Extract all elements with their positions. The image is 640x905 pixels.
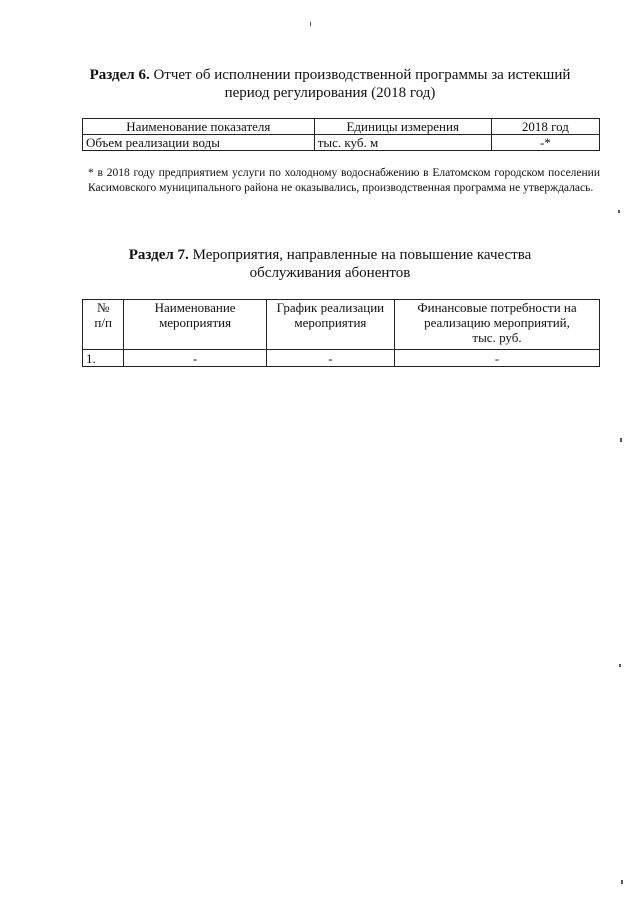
scan-speck	[620, 438, 622, 442]
table-row	[83, 135, 600, 151]
section-6-footnote: * в 2018 году предприятием услуги по холодному водоснабжению в Елатомском городском поселении Касимовского муниципального района не оказывались, производственная программа не утверждалась.	[88, 167, 600, 194]
header-year: 2018 год	[491, 119, 599, 135]
cell-indicator-name: Объем реализации воды	[83, 135, 315, 151]
cell-units: тыс. куб. м	[314, 135, 491, 151]
table-header-row	[83, 119, 600, 135]
cell-year-value: -*	[491, 135, 599, 151]
header-number: № п/п	[83, 300, 124, 350]
scan-speck	[310, 22, 311, 26]
section-7-heading	[60, 246, 600, 282]
section-6-heading	[60, 66, 600, 102]
section-6-table	[82, 118, 600, 151]
header-units: Единицы измерения	[314, 119, 491, 135]
section-6-number: Раздел 6.	[89, 67, 150, 83]
table-row	[83, 350, 600, 367]
section-7-table	[82, 299, 600, 367]
section-7-number: Раздел 7.	[128, 247, 189, 263]
header-financial-needs: Финансовые потребности на реализацию мероприятий, тыс. руб.	[395, 300, 600, 350]
header-schedule: График реализации мероприятия	[266, 300, 394, 350]
scan-speck	[618, 210, 620, 213]
scan-speck	[619, 664, 621, 667]
cell-financial-needs: -	[395, 350, 600, 367]
section-7-title-line1: Мероприятия, направленные на повышение качества	[188, 247, 532, 263]
section-6-title-line2: период регулирования (2018 год)	[224, 85, 436, 101]
table-header-row	[83, 300, 600, 350]
section-6-title-line1: Отчет об исполнении производственной программы за истекший	[149, 67, 571, 83]
cell-number: 1.	[83, 350, 124, 367]
cell-schedule: -	[266, 350, 394, 367]
cell-measure-name: -	[124, 350, 266, 367]
header-measure-name: Наименование мероприятия	[124, 300, 266, 350]
scan-speck	[621, 880, 623, 884]
header-indicator-name: Наименование показателя	[83, 119, 315, 135]
section-7-title-line2: обслуживания абонентов	[249, 265, 411, 281]
